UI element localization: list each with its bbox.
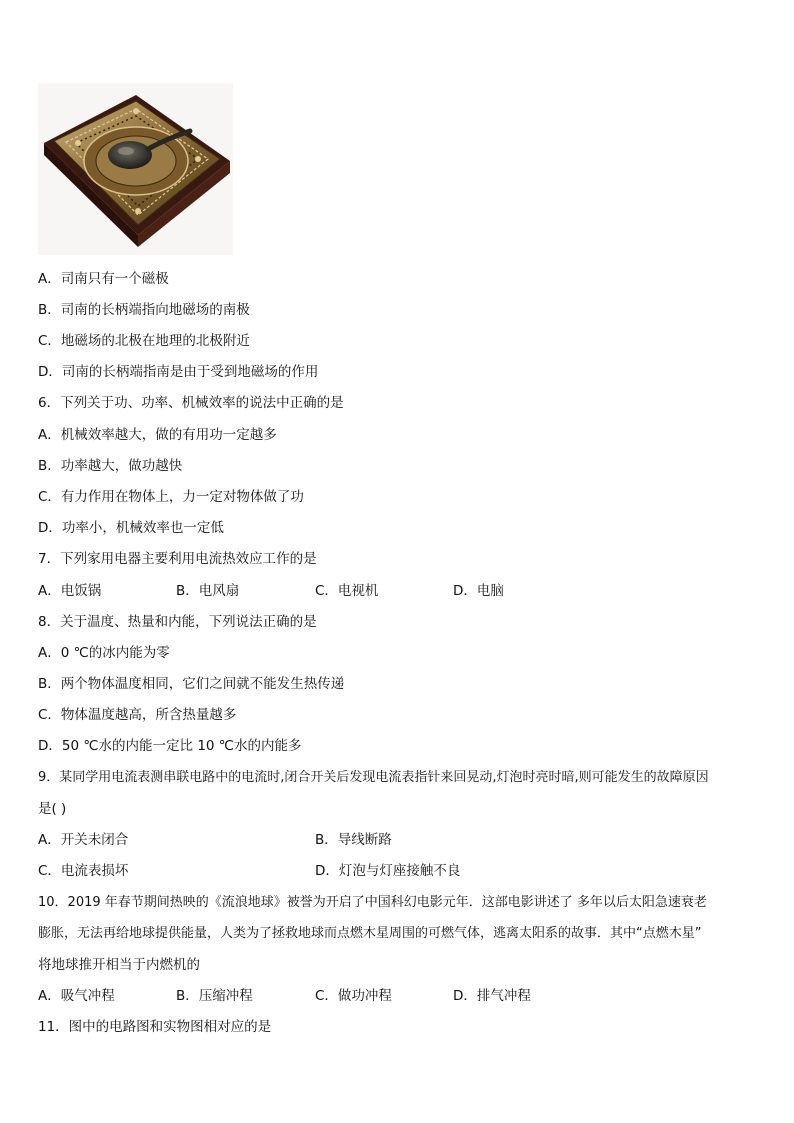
q9-option-d: D．灯泡与灯座接触不良	[315, 863, 461, 879]
q8-option-b: B．两个物体温度相同，它们之间就不能发生热传递	[38, 676, 345, 692]
q8-stem: 8．关于温度、热量和内能，下列说法正确的是	[38, 614, 317, 630]
q9-option-a: A．开关未闭合	[38, 832, 129, 848]
q11-stem: 11．图中的电路图和实物图相对应的是	[38, 1019, 272, 1035]
q10-option-d: D．排气冲程	[453, 988, 531, 1004]
q10-option-c: C．做功冲程	[315, 988, 392, 1004]
q7-option-c: C．电视机	[315, 583, 379, 599]
q7-stem: 7．下列家用电器主要利用电流热效应工作的是	[38, 551, 317, 567]
q9-option-c: C．电流表损坏	[38, 863, 129, 879]
q8-option-c: C．物体温度越高，所含热量越多	[38, 707, 237, 723]
q6-stem: 6．下列关于功、功率、机械效率的说法中正确的是	[38, 395, 344, 411]
q10-stem-line2: 膨胀，无法再给地球提供能量，人类为了拯救地球而点燃木星周围的可燃气体，逃离太阳系的故事．其中“点燃木星”	[38, 926, 702, 941]
q6-option-a: A．机械效率越大，做的有用功一定越多	[38, 427, 277, 443]
q5-option-c: C．地磁场的北极在地理的北极附近	[38, 333, 250, 349]
sinan-compass-image	[38, 83, 233, 255]
q10-stem-line3: 将地球推开相当于内燃机的	[38, 957, 200, 973]
q5-option-b: B．司南的长柄端指向地磁场的南极	[38, 302, 250, 318]
q7-option-a: A．电饭锅	[38, 583, 102, 599]
q8-option-d: D．50 ℃水的内能一定比 10 ℃水的内能多	[38, 738, 302, 754]
q10-stem-line1: 10．2019 年春节期间热映的《流浪地球》被誉为开启了中国科幻电影元年．这部电影讲述了 多年以后太阳急速衰老	[38, 895, 707, 910]
q8-option-a: A．0 ℃的冰内能为零	[38, 645, 170, 661]
q7-option-b: B．电风扇	[176, 583, 240, 599]
q9-stem-line1: 9．某同学用电流表测串联电路中的电流时,闭合开关后发现电流表指针来回晃动,灯泡时亮时暗,则可能发生的故障原因	[38, 770, 709, 785]
q5-option-d: D．司南的长柄端指南是由于受到地磁场的作用	[38, 364, 319, 380]
q6-option-d: D．功率小，机械效率也一定低	[38, 520, 224, 536]
sinan-compass-drawing	[38, 83, 233, 255]
q6-option-b: B．功率越大，做功越快	[38, 458, 183, 474]
q10-option-b: B．压缩冲程	[176, 988, 253, 1004]
q9-stem-line2: 是( )	[38, 801, 67, 817]
q10-option-a: A．吸气冲程	[38, 988, 115, 1004]
q6-option-c: C．有力作用在物体上，力一定对物体做了功	[38, 489, 304, 505]
q5-option-a: A．司南只有一个磁极	[38, 271, 169, 287]
q7-option-d: D．电脑	[453, 583, 504, 599]
q9-option-b: B．导线断路	[315, 832, 392, 848]
